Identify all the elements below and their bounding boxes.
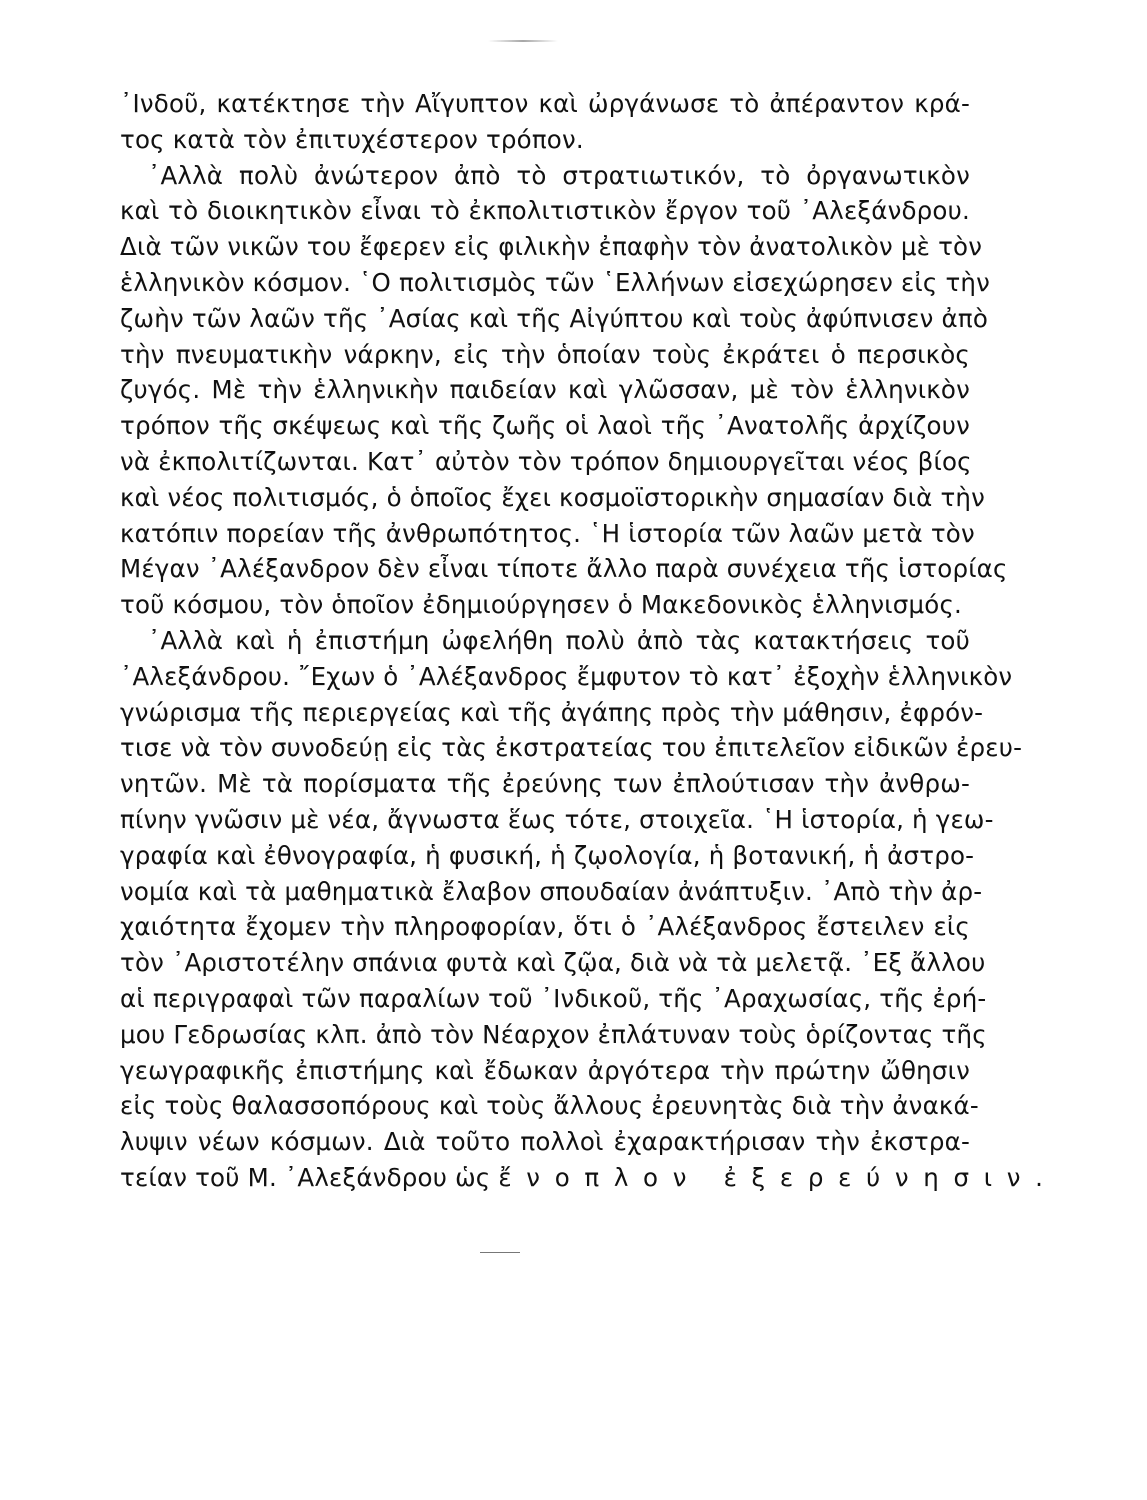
- text-line: ᾿Αλεξάνδρου. ῎Εχων ὁ ᾿Αλέξανδρος ἔμφυτον τὸ κατ᾿ ἐξοχὴν ἑλληνικὸν: [120, 661, 1013, 691]
- text-line: κατόπιν πορείαν τῆς ἀνθρωπότητος. ῾Η ἱστορία τῶν λαῶν μετὰ τὸν: [120, 518, 975, 548]
- top-smudge-mark: [488, 40, 558, 42]
- text-line: ᾿Ινδοῦ, κατέκτησε τὴν Αἴγυπτον καὶ ὠργάνωσε τὸ ἀπέραντον κρά-: [120, 89, 970, 118]
- paragraph-start-line: ᾿Αλλὰ πολὺ ἀνώτερον ἀπὸ τὸ στρατιωτικόν, τὸ ὀργανωτικὸν: [148, 160, 970, 190]
- text-line: καὶ νέος πολιτισμός, ὁ ὁποῖος ἔχει κοσμοϊστορικὴν σημασίαν διὰ τὴν: [120, 482, 986, 512]
- text-line: ζυγός. Μὲ τὴν ἑλληνικὴν παιδείαν καὶ γλῶσσαν, μὲ τὸν ἑλληνικὸν: [120, 375, 970, 405]
- text-line: γνώρισμα τῆς περιεργείας καὶ τῆς ἀγάπης πρὸς τὴν μάθησιν, ἐφρόν-: [120, 697, 984, 727]
- text-line: νομία καὶ τὰ μαθηματικὰ ἔλαβον σπουδαίαν ἀνάπτυξιν. ᾿Απὸ τὴν ἀρ-: [120, 876, 983, 906]
- text-line: μου Γεδρωσίας κλπ. ἀπὸ τὸν Νέαρχον ἐπλάτυναν τοὺς ὁρίζοντας τῆς: [120, 1019, 987, 1049]
- text-line: καὶ τὸ διοικητικὸν εἶναι τὸ ἐκπολιτιστικὸν ἔργον τοῦ ᾿Αλεξάνδρου.: [120, 196, 970, 226]
- final-line-period: .: [1035, 1162, 1044, 1192]
- text-line: ζωὴν τῶν λαῶν τῆς ᾿Ασίας καὶ τῆς Αἰγύπτου καὶ τοὺς ἀφύπνισεν ἀπὸ: [120, 303, 989, 333]
- text-line: Διὰ τῶν νικῶν του ἔφερεν εἰς φιλικὴν ἐπαφὴν τὸν ἀνατολικὸν μὲ τὸν: [120, 232, 983, 262]
- text-line: Μέγαν ᾿Αλέξανδρον δὲν εἶναι τίποτε ἄλλο παρὰ συνέχεια τῆς ἱστορίας: [120, 554, 1008, 584]
- text-line: τοῦ κόσμου, τὸν ὁποῖον ἐδημιούργησεν ὁ Μακεδονικὸς ἑλληνισμός.: [120, 590, 963, 620]
- text-line: νητῶν. Μὲ τὰ πορίσματα τῆς ἐρεύνης των ἐπλούτισαν τὴν ἀνθρω-: [120, 769, 970, 799]
- text-line: τὴν πνευματικὴν νάρκην, εἰς τὴν ὁποίαν τοὺς ἐκράτει ὁ περσικὸς: [120, 339, 970, 369]
- text-line: νὰ ἐκπολιτίζωνται. Κατ᾿ αὐτὸν τὸν τρόπον δημιουργεῖται νέος βίος: [120, 446, 972, 476]
- text-line: χαιότητα ἔχομεν τὴν πληροφορίαν, ὅτι ὁ ᾿Αλέξανδρος ἔστειλεν εἰς: [120, 912, 970, 942]
- text-line: τος κατὰ τὸν ἐπιτυχέστερον τρόπον.: [120, 124, 584, 154]
- text-line: λυψιν νέων κόσμων. Διὰ τοῦτο πολλοὶ ἐχαρακτήρισαν τὴν ἐκστρα-: [120, 1127, 970, 1157]
- final-line-prefix: τείαν τοῦ Μ. ᾿Αλεξάνδρου ὡς: [120, 1162, 499, 1192]
- bleed-through-rule: [480, 1252, 520, 1253]
- text-line: γραφία καὶ ἐθνογραφία, ἡ φυσική, ἡ ζῳολογία, ἡ βοτανική, ἡ ἀστρο-: [120, 840, 975, 870]
- text-line: γεωγραφικῆς ἐπιστήμης καὶ ἔδωκαν ἀργότερα τὴν πρώτην ὤθησιν: [120, 1055, 970, 1085]
- text-line: τισε νὰ τὸν συνοδεύῃ εἰς τὰς ἐκστρατείας του ἐπιτελεῖον εἰδικῶν ἐρευ-: [120, 733, 1023, 763]
- paragraph-start-line: ᾿Αλλὰ καὶ ἡ ἐπιστήμη ὠφελήθη πολὺ ἀπὸ τὰς κατακτήσεις τοῦ: [148, 625, 970, 655]
- text-line: τρόπον τῆς σκέψεως καὶ τῆς ζωῆς οἱ λαοὶ τῆς ᾿Ανατολῆς ἀρχίζουν: [120, 411, 970, 441]
- text-line: πίνην γνῶσιν μὲ νέα, ἄγνωστα ἕως τότε, στοιχεῖα. ῾Η ἱστορία, ἡ γεω-: [120, 804, 994, 834]
- body-text: [120, 86, 1044, 1196]
- text-line: αἱ περιγραφαὶ τῶν παραλίων τοῦ ᾿Ινδικοῦ, τῆς ᾿Αραχωσίας, τῆς ἐρή-: [120, 983, 987, 1013]
- text-line: τὸν ᾿Αριστοτέλην σπάνια φυτὰ καὶ ζῷα, διὰ νὰ τὰ μελετᾷ. ᾿Εξ ἄλλου: [120, 948, 986, 978]
- text-line: ἑλληνικὸν κόσμον. ῾Ο πολιτισμὸς τῶν ῾Ελλήνων εἰσεχώρησεν εἰς τὴν: [120, 267, 991, 297]
- emphasized-spaced-phrase: ἔνοπλον ἐξερεύνησιν: [498, 1162, 1036, 1192]
- final-text-line: [120, 1160, 1044, 1196]
- text-line: εἰς τοὺς θαλασσοπόρους καὶ τοὺς ἄλλους ἐρευνητὰς διὰ τὴν ἀνακά-: [120, 1091, 979, 1121]
